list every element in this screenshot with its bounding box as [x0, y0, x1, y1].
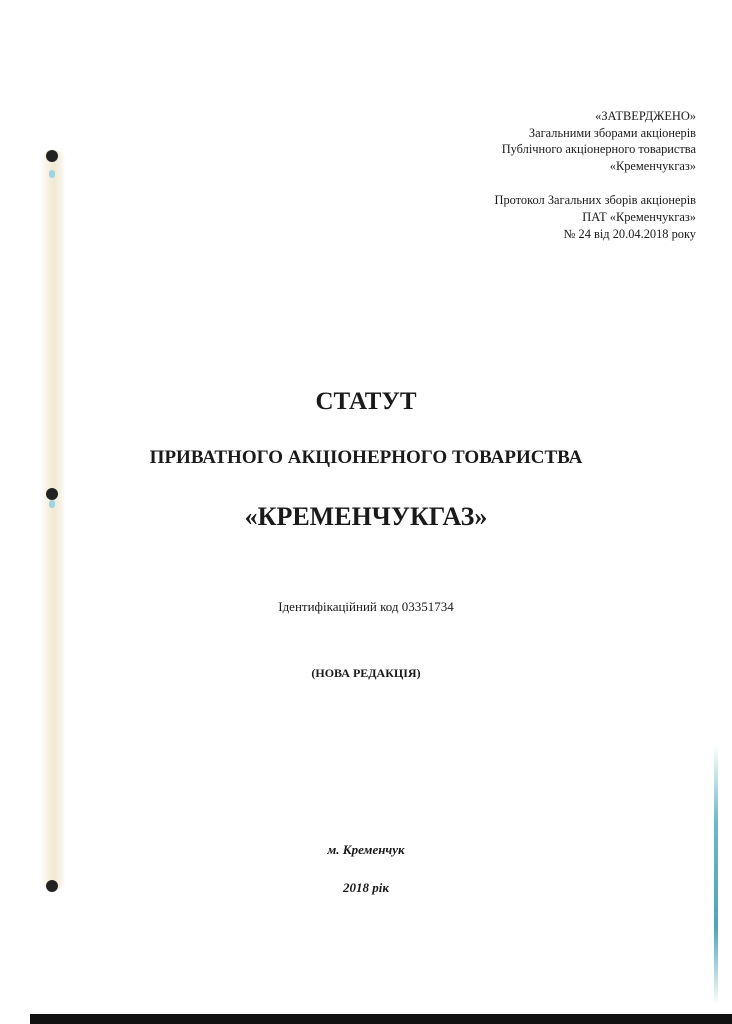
binding-hole — [46, 150, 58, 162]
organization-type: ПРИВАТНОГО АКЦІОНЕРНОГО ТОВАРИСТВА — [149, 447, 583, 468]
city-label: м. Кременчук — [327, 842, 405, 857]
identification-code: Ідентифікаційний код 03351734 — [278, 599, 454, 614]
protocol-line: № 24 від 20.04.2018 року — [563, 226, 696, 241]
protocol-line: Протокол Загальних зборів акціонерів — [494, 193, 696, 208]
approval-line: «Кременчукгаз» — [609, 158, 696, 173]
binding-mark — [49, 170, 55, 178]
approval-line: Публічного акціонерного товариства — [501, 142, 696, 157]
binding-hole — [46, 488, 58, 500]
approval-line: Загальними зборами акціонерів — [528, 125, 696, 140]
scan-bottom-edge — [30, 1014, 732, 1024]
year-label: 2018 рік — [343, 880, 389, 895]
protocol-line: ПАТ «Кременчукгаз» — [582, 209, 696, 224]
document-title: СТАТУТ — [315, 388, 417, 415]
scan-edge-mark — [714, 745, 718, 1005]
approval-block — [396, 108, 696, 242]
organization-name: «КРЕМЕНЧУКГАЗ» — [244, 502, 488, 531]
edition-label: (НОВА РЕДАКЦІЯ) — [311, 666, 421, 680]
approval-heading: «ЗАТВЕРДЖЕНО» — [595, 109, 696, 123]
